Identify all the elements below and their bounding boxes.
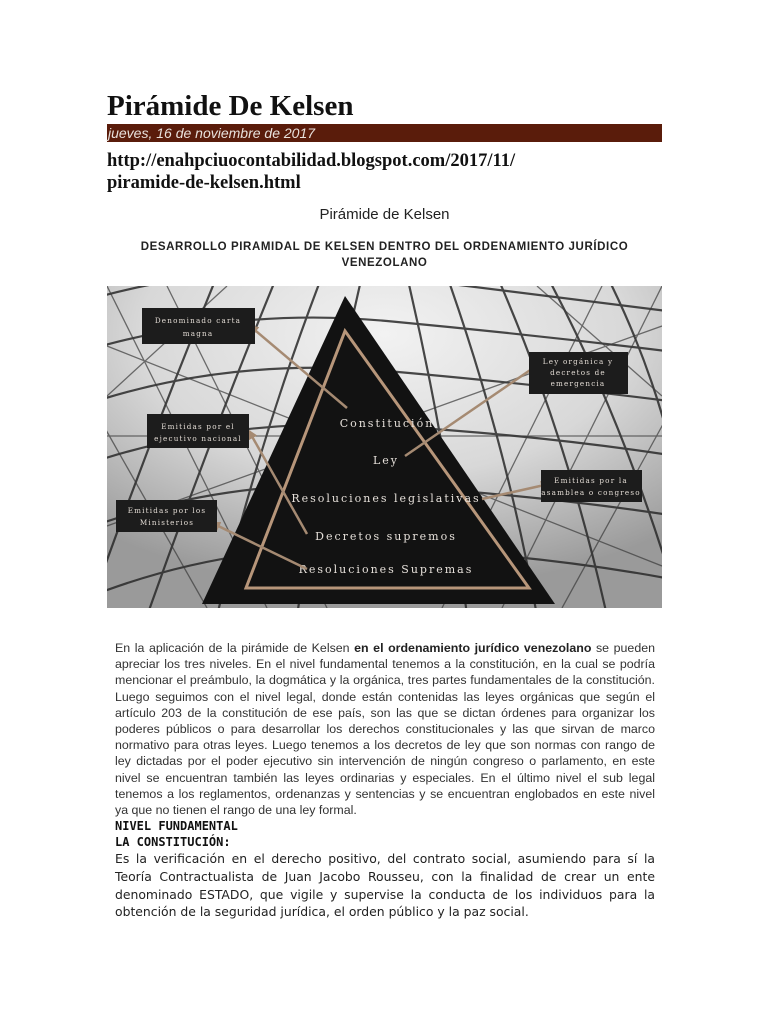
- section-heading: [115, 819, 238, 850]
- section-text: Es la verificación en el derecho positivo, del contrato social, asumiendo para sí la Teoría Contractualista de Juan Jacobo Rousseu, con la finalidad de crear un ente denominado ESTADO, que vigile y supervise la conducta de los individuos para la obtención de la seguridad jurídica, el orden público y la paz social.: [115, 851, 655, 920]
- pyramid-level-constitucion: Constitución: [339, 417, 435, 430]
- source-url-line-1[interactable]: http://enahpciuocontabilidad.blogspot.com/2017/11/: [107, 151, 516, 171]
- callout-ministerios-line-1: Emitidas por los: [127, 506, 207, 515]
- pyramid-level-resoluciones-legislativas: Resoluciones legislativas: [291, 492, 481, 505]
- source-url-line-2[interactable]: piramide-de-kelsen.html: [107, 173, 301, 193]
- callout-ejecutivo-line-2: ejecutivo nacional: [154, 434, 242, 443]
- source-url[interactable]: [107, 150, 667, 194]
- kelsen-pyramid-figure: [107, 286, 662, 608]
- article-subtitle: Pirámide de Kelsen: [319, 206, 450, 223]
- callout-asamblea-line-2: asamblea o congreso: [541, 488, 641, 497]
- callout-ley-organica-line-3: emergencia: [550, 379, 606, 388]
- callout-ejecutivo-line-1: Emitidas por el: [161, 422, 235, 431]
- body-paragraph-bold: en el ordenamiento jurídico venezolano: [354, 641, 592, 655]
- callout-asamblea-box: [541, 470, 642, 502]
- callout-asamblea-line-1: Emitidas por la: [554, 476, 628, 485]
- callout-ministerios-box: [116, 500, 217, 532]
- pyramid-level-decretos-supremos: Decretos supremos: [315, 530, 457, 543]
- post-title: Pirámide De Kelsen: [107, 90, 354, 122]
- callout-ley-organica-line-1: Ley orgánica y: [542, 357, 614, 366]
- callout-carta-magna-line-2: magna: [182, 329, 214, 338]
- date-header: [107, 124, 662, 142]
- callout-ministerios-line-2: Ministerios: [139, 518, 195, 527]
- post-date: jueves, 16 de noviembre de 2017: [108, 125, 316, 141]
- callout-carta-magna-box: [142, 308, 255, 344]
- article-heading-line-2: VENEZOLANO: [341, 257, 428, 269]
- body-paragraph: [115, 640, 655, 818]
- body-paragraph-rest: se pueden apreciar los tres niveles. En el nivel fundamental tenemos a la constitución, en la cual se podría mencionar el preámbulo, la dogmática y la orgánica, tres partes fundamentales de la constitución. Luego seguimos con el nivel legal, donde están contenidas las leyes orgánicas que según el artículo 203 de la constitución de ese país, son las que se dictan órdenes para organizar los poderes públicos o para desarrollar los derechos constitucionales y las que sirvan de marco normativo para otras leyes. Luego tenemos a los decretos de ley que son normas con rango de ley dictadas por el poder ejecutivo sin intervención de ningún congreso o parlamento, en este nivel se encuentran también las leyes ordinarias y especiales. En el último nivel el sub legal tenemos a los reglamentos, ordenanzas y sentencias y se encuentran englobados en este nivel ya que no tienen el rango de una ley formal.: [115, 641, 655, 818]
- article-heading: [107, 239, 662, 271]
- callout-ley-organica-line-2: decretos de: [550, 368, 606, 377]
- article-heading-line-1: DESARROLLO PIRAMIDAL DE KELSEN DENTRO DEL ORDENAMIENTO JURÍDICO: [140, 241, 629, 253]
- section-heading-level: NIVEL FUNDAMENTAL: [115, 819, 238, 833]
- pyramid-level-ley: Ley: [372, 454, 400, 467]
- section-heading-topic: LA CONSTITUCIÓN:: [115, 834, 231, 849]
- callout-carta-magna-line-1: Denominado carta: [154, 316, 242, 325]
- pyramid-level-resoluciones-supremas: Resoluciones Supremas: [298, 563, 474, 576]
- body-paragraph-start: En la aplicación de la pirámide de Kelsen: [115, 641, 355, 655]
